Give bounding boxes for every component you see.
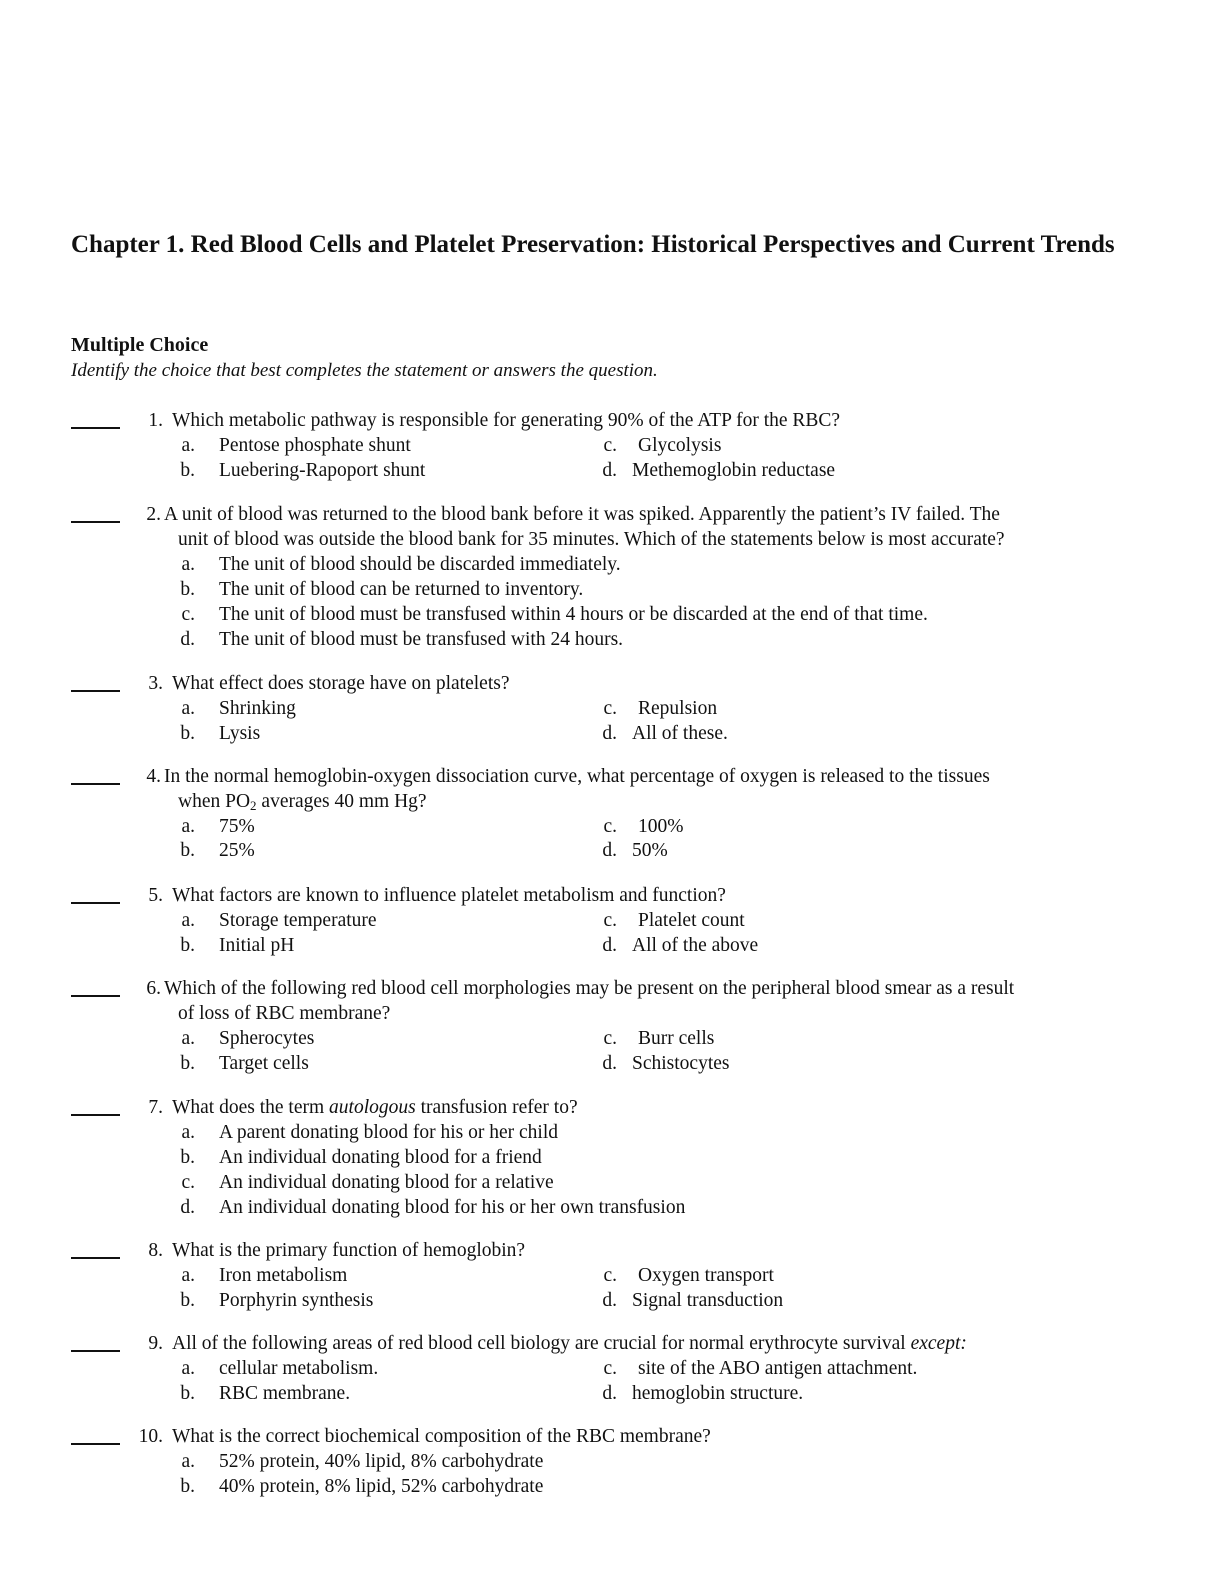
stem-emphasis: autologous xyxy=(329,1097,416,1118)
option-letter: a. xyxy=(181,1451,195,1472)
option-text: Glycolysis xyxy=(638,435,722,456)
option-letter: b. xyxy=(180,1147,195,1168)
answer-blank[interactable] xyxy=(71,902,120,904)
option-letter: d. xyxy=(602,460,617,481)
option-letter: d. xyxy=(602,1383,617,1404)
answer-blank[interactable] xyxy=(71,1257,120,1259)
answer-blank[interactable] xyxy=(71,521,120,523)
option-letter: d. xyxy=(602,840,617,861)
option-text: cellular metabolism. xyxy=(219,1358,379,1379)
answer-blank[interactable] xyxy=(71,427,120,429)
option-letter: c. xyxy=(181,604,195,625)
option-letter: b. xyxy=(180,723,195,744)
option-text: Pentose phosphate shunt xyxy=(219,435,411,456)
option-letter: c. xyxy=(603,816,617,837)
option-text: Methemoglobin reductase xyxy=(632,460,836,481)
option-text: Luebering-Rapoport shunt xyxy=(219,460,426,481)
option-letter: b. xyxy=(180,840,195,861)
option-text: Porphyrin synthesis xyxy=(219,1290,374,1311)
question-stem-line2 xyxy=(178,789,1158,814)
question-number: 7. xyxy=(148,1097,163,1118)
question-number: 10. xyxy=(138,1426,163,1447)
option-text: Lysis xyxy=(219,723,261,744)
option-text: RBC membrane. xyxy=(219,1383,351,1404)
option-letter: d. xyxy=(602,935,617,956)
option-text: Oxygen transport xyxy=(638,1265,774,1286)
question-number: 4. xyxy=(146,766,161,787)
question-stem: A unit of blood was returned to the blood bank before it was spiked. Apparently the patient’s IV failed. The xyxy=(164,504,1000,525)
question-stem: What is the primary function of hemoglobin? xyxy=(172,1240,526,1261)
option-letter: d. xyxy=(602,1053,617,1074)
option-text: 25% xyxy=(219,840,255,861)
answer-blank[interactable] xyxy=(71,783,120,785)
answer-blank[interactable] xyxy=(71,995,120,997)
option-letter: c. xyxy=(603,910,617,931)
question-stem: What factors are known to influence platelet metabolism and function? xyxy=(172,885,726,906)
option-letter: b. xyxy=(180,1290,195,1311)
question-number: 1. xyxy=(148,410,163,431)
option-letter: a. xyxy=(181,1358,195,1379)
option-letter: c. xyxy=(181,1172,195,1193)
option-letter: d. xyxy=(180,1197,195,1218)
option-text: The unit of blood should be discarded immediately. xyxy=(219,554,621,575)
option-letter: b. xyxy=(180,1383,195,1404)
option-text: The unit of blood must be transfused with 24 hours. xyxy=(219,629,624,650)
option-text: Shrinking xyxy=(219,698,296,719)
option-letter: c. xyxy=(603,435,617,456)
question-number: 3. xyxy=(148,673,163,694)
question-number: 6. xyxy=(146,978,161,999)
section-heading: Multiple Choice xyxy=(71,334,209,356)
option-letter: d. xyxy=(602,1290,617,1311)
option-letter: d. xyxy=(180,629,195,650)
question-stem-line2: of loss of RBC membrane? xyxy=(178,1003,391,1024)
question-stem: Which of the following red blood cell morphologies may be present on the peripheral blood smear as a result xyxy=(164,978,1015,999)
question-number: 8. xyxy=(148,1240,163,1261)
option-letter: b. xyxy=(180,935,195,956)
question-stem: In the normal hemoglobin-oxygen dissociation curve, what percentage of oxygen is released to the tissues xyxy=(164,766,990,787)
option-letter: a. xyxy=(181,910,195,931)
option-text: Spherocytes xyxy=(219,1028,315,1049)
option-letter: a. xyxy=(181,435,195,456)
option-letter: c. xyxy=(603,1358,617,1379)
question-stem: What is the correct biochemical composition of the RBC membrane? xyxy=(172,1426,711,1447)
option-letter: a. xyxy=(181,1028,195,1049)
option-text: hemoglobin structure. xyxy=(632,1383,804,1404)
answer-blank[interactable] xyxy=(71,690,120,692)
option-text: Platelet count xyxy=(638,910,745,931)
option-letter: c. xyxy=(603,1028,617,1049)
option-text: All of these. xyxy=(632,723,728,744)
page-title: Chapter 1. Red Blood Cells and Platelet Preservation: Historical Perspectives and Current Trends xyxy=(71,231,1115,258)
option-letter: c. xyxy=(603,1265,617,1286)
option-text: site of the ABO antigen attachment. xyxy=(638,1358,918,1379)
option-text: 75% xyxy=(219,816,255,837)
option-text: An individual donating blood for a friend xyxy=(219,1147,542,1168)
option-letter: a. xyxy=(181,816,195,837)
question-number: 5. xyxy=(148,885,163,906)
stem-text: when PO xyxy=(178,791,251,812)
answer-blank[interactable] xyxy=(71,1114,120,1116)
subscript: 2 xyxy=(250,798,257,813)
option-text: 100% xyxy=(638,816,684,837)
option-text: All of the above xyxy=(632,935,759,956)
option-letter: b. xyxy=(180,460,195,481)
answer-blank[interactable] xyxy=(71,1443,120,1445)
option-text: Initial pH xyxy=(219,935,295,956)
option-letter: a. xyxy=(181,1122,195,1143)
section-instructions: Identify the choice that best completes the statement or answers the question. xyxy=(71,360,658,381)
stem-text: averages 40 mm Hg? xyxy=(256,791,427,812)
option-text: Signal transduction xyxy=(632,1290,784,1311)
option-text: 52% protein, 40% lipid, 8% carbohydrate xyxy=(219,1451,544,1472)
option-text: Target cells xyxy=(219,1053,309,1074)
stem-emphasis: except: xyxy=(910,1333,967,1354)
stem-text: What does the term xyxy=(172,1097,330,1118)
option-text: 40% protein, 8% lipid, 52% carbohydrate xyxy=(219,1476,544,1497)
option-text: The unit of blood must be transfused within 4 hours or be discarded at the end of that time. xyxy=(219,604,928,625)
question-number: 9. xyxy=(148,1333,163,1354)
option-text: Storage temperature xyxy=(219,910,377,931)
stem-text: All of the following areas of red blood cell biology are crucial for normal erythrocyte survival xyxy=(172,1333,911,1354)
question-stem: What effect does storage have on platelets? xyxy=(172,673,510,694)
option-text: 50% xyxy=(632,840,668,861)
option-letter: b. xyxy=(180,579,195,600)
question-number: 2. xyxy=(146,504,161,525)
option-letter: d. xyxy=(602,723,617,744)
option-text: The unit of blood can be returned to inventory. xyxy=(219,579,584,600)
question-stem-line2: unit of blood was outside the blood bank for 35 minutes. Which of the statements below is most accurate? xyxy=(178,529,1005,550)
question-stem xyxy=(172,1095,1152,1120)
option-text: A parent donating blood for his or her child xyxy=(219,1122,559,1143)
option-text: An individual donating blood for a relative xyxy=(219,1172,554,1193)
option-text: An individual donating blood for his or her own transfusion xyxy=(219,1197,686,1218)
question-stem xyxy=(172,1331,1152,1356)
question-stem: Which metabolic pathway is responsible for generating 90% of the ATP for the RBC? xyxy=(172,410,841,431)
stem-text: transfusion refer to? xyxy=(415,1097,578,1118)
option-letter: a. xyxy=(181,554,195,575)
option-letter: c. xyxy=(603,698,617,719)
option-text: Burr cells xyxy=(638,1028,715,1049)
answer-blank[interactable] xyxy=(71,1350,120,1352)
option-letter: b. xyxy=(180,1476,195,1497)
option-text: Iron metabolism xyxy=(219,1265,348,1286)
option-letter: b. xyxy=(180,1053,195,1074)
option-letter: a. xyxy=(181,1265,195,1286)
option-letter: a. xyxy=(181,698,195,719)
option-text: Repulsion xyxy=(638,698,718,719)
option-text: Schistocytes xyxy=(632,1053,730,1074)
